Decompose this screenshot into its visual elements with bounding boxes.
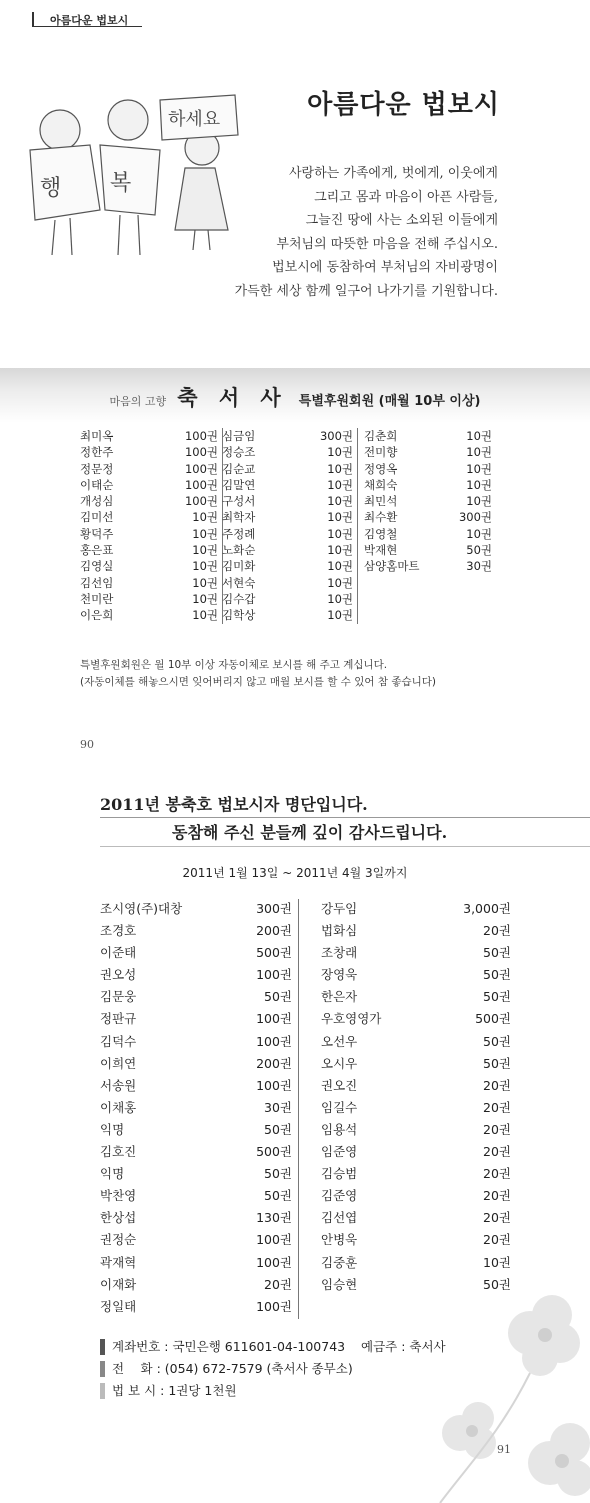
donor-name: 임승현 xyxy=(321,1276,358,1292)
donor-amount: 10권 xyxy=(466,477,492,492)
donor-amount: 500권 xyxy=(256,1144,292,1160)
donor-amount: 50권 xyxy=(483,1055,511,1071)
donor-name: 최민석 xyxy=(364,494,398,509)
donor-row xyxy=(321,1164,511,1186)
members-column-3 xyxy=(364,428,492,575)
donor-amount: 50권 xyxy=(264,989,292,1005)
donor-row xyxy=(222,607,353,623)
donor-amount: 10권 xyxy=(327,477,353,492)
donor-row xyxy=(321,1054,511,1076)
phone-label: 전 화 : xyxy=(112,1361,165,1376)
donor-amount: 50권 xyxy=(483,1276,511,1292)
donor-name: 김순교 xyxy=(222,461,256,476)
donor-row xyxy=(321,1275,511,1297)
intro-line: 가득한 세상 함께 일구어 나가기를 기원합니다. xyxy=(234,283,498,299)
donor-amount: 200권 xyxy=(256,1055,292,1071)
donor-name: 정판규 xyxy=(100,1011,137,1027)
donor-amount: 100권 xyxy=(184,494,218,509)
donor-amount: 130권 xyxy=(256,1210,292,1226)
donor-amount: 300권 xyxy=(319,429,353,443)
members-note xyxy=(80,657,436,691)
holder-value: 축서사 xyxy=(409,1339,446,1354)
donor-row xyxy=(100,1120,292,1142)
header-bar xyxy=(32,12,34,27)
donor-name: 채희숙 xyxy=(364,477,398,492)
donor-name: 김춘희 xyxy=(364,429,398,443)
donor-name: 김영실 xyxy=(80,559,114,574)
donor-amount: 10권 xyxy=(327,461,353,476)
donor-row xyxy=(222,591,353,607)
donor-row xyxy=(80,477,218,493)
sign-text-3: 하세요 xyxy=(168,109,221,130)
donor-amount: 10권 xyxy=(192,543,218,558)
donor-name: 안병욱 xyxy=(321,1232,358,1248)
donor-row xyxy=(80,607,218,623)
page-title: 아름다운 법보시 xyxy=(307,90,500,120)
donor-name: 한은자 xyxy=(321,989,358,1005)
donor-name: 김승범 xyxy=(321,1166,358,1182)
donor-row xyxy=(222,461,353,477)
donor-name: 박재현 xyxy=(364,543,398,558)
donor-name: 김말연 xyxy=(222,477,256,492)
donor-row xyxy=(80,542,218,558)
intro-line: 그늘진 땅에 사는 소외된 이들에게 xyxy=(305,213,498,228)
donor-amount: 10권 xyxy=(192,526,218,541)
donor-amount: 20권 xyxy=(483,1099,511,1115)
price-line xyxy=(100,1380,446,1402)
donor-name: 김준영 xyxy=(321,1188,358,1204)
donor-row xyxy=(100,899,292,921)
donor-amount: 100권 xyxy=(256,1011,292,1027)
donor-name: 개성심 xyxy=(80,494,114,509)
donor-amount: 50권 xyxy=(264,1166,292,1182)
donor-row xyxy=(80,509,218,525)
donor-row xyxy=(321,965,511,987)
donor-name: 정영옥 xyxy=(364,461,398,476)
donor-amount: 10권 xyxy=(192,559,218,574)
donor-amount: 50권 xyxy=(264,1188,292,1204)
donor-row xyxy=(222,428,353,444)
donor-amount: 100권 xyxy=(256,1232,292,1248)
header-title: 아름다운 법보시 xyxy=(50,14,129,27)
donor-name: 구성서 xyxy=(222,494,256,509)
members-column-2 xyxy=(222,428,358,624)
donor-amount: 500권 xyxy=(475,1011,511,1027)
donation-period: 2011년 1월 13일 ~ 2011년 4월 3일까지 xyxy=(182,866,408,880)
donor-name: 조시영(주)대창 xyxy=(100,901,183,916)
donor-name: 김미선 xyxy=(80,510,114,525)
donor-row xyxy=(100,1098,292,1120)
donor-amount: 10권 xyxy=(327,559,353,574)
donor-row xyxy=(100,1253,292,1275)
donation-info xyxy=(100,1336,446,1402)
donor-amount: 10권 xyxy=(327,494,353,509)
children-illustration xyxy=(10,90,250,260)
intro-line: 사랑하는 가족에게, 벗에게, 이웃에게 xyxy=(288,166,498,181)
donor-row xyxy=(321,1032,511,1054)
donor-amount: 30권 xyxy=(264,1099,292,1115)
donor-amount: 50권 xyxy=(483,967,511,983)
donor-name: 김미화 xyxy=(222,559,256,574)
donor-row xyxy=(100,1275,292,1297)
donor-amount: 100권 xyxy=(184,445,218,460)
donor-amount: 50권 xyxy=(483,945,511,961)
donor-amount: 10권 xyxy=(466,429,492,443)
donor-row xyxy=(364,542,492,558)
donor-row xyxy=(321,1009,511,1031)
donor-row xyxy=(321,1098,511,1120)
donor-row xyxy=(80,428,218,444)
page-91 xyxy=(0,760,590,1503)
donor-name: 법화심 xyxy=(321,923,358,939)
donor-amount: 300권 xyxy=(458,510,492,525)
donor-row xyxy=(100,921,292,943)
donor-name: 최미옥 xyxy=(80,429,114,443)
donor-name: 임준영 xyxy=(321,1144,358,1160)
members-column-1 xyxy=(80,428,223,624)
donor-name: 오선우 xyxy=(321,1033,358,1049)
donor-row xyxy=(222,509,353,525)
donor-row xyxy=(364,558,492,574)
donors-left-column xyxy=(100,899,299,1319)
donor-name: 심금임 xyxy=(222,429,256,443)
donor-name: 서현숙 xyxy=(222,575,256,590)
donor-list-title: 2011년 봉축호 법보시자 명단입니다. xyxy=(100,795,368,814)
donor-amount: 20권 xyxy=(264,1276,292,1292)
divider xyxy=(100,817,590,818)
donor-row xyxy=(80,575,218,591)
account-line xyxy=(100,1336,446,1358)
donor-row xyxy=(364,444,492,460)
donor-row xyxy=(80,493,218,509)
donor-amount: 10권 xyxy=(466,445,492,460)
sign-text-1: 행 xyxy=(40,176,62,201)
donor-amount: 3,000권 xyxy=(463,901,511,916)
donor-row xyxy=(364,493,492,509)
donor-name: 김호진 xyxy=(100,1144,137,1160)
donor-name: 장영욱 xyxy=(321,967,358,983)
page-number: 90 xyxy=(80,738,94,751)
donor-name: 삼양홈마트 xyxy=(364,559,420,574)
donor-name: 서송원 xyxy=(100,1077,137,1093)
donor-amount: 10권 xyxy=(192,575,218,590)
donor-row xyxy=(100,1032,292,1054)
donor-amount: 10권 xyxy=(192,591,218,606)
donor-name: 강두임 xyxy=(321,901,358,916)
donor-amount: 200권 xyxy=(256,923,292,939)
donor-list-subtitle: 동참해 주신 분들께 깊이 감사드립니다. xyxy=(172,823,448,842)
donor-amount: 20권 xyxy=(483,1188,511,1204)
donor-row xyxy=(222,558,353,574)
donor-amount: 100권 xyxy=(256,1077,292,1093)
donor-name: 주정례 xyxy=(222,526,256,541)
donor-name: 김중훈 xyxy=(321,1254,358,1270)
donor-amount: 10권 xyxy=(327,526,353,541)
page-number: 91 xyxy=(497,1443,511,1456)
donor-row xyxy=(321,1186,511,1208)
donor-name: 곽재혁 xyxy=(100,1254,137,1270)
donor-name: 최학자 xyxy=(222,510,256,525)
donor-amount: 10권 xyxy=(327,575,353,590)
donor-name: 전미향 xyxy=(364,445,398,460)
donor-amount: 10권 xyxy=(466,494,492,509)
donor-name: 김덕수 xyxy=(100,1033,137,1049)
donor-row xyxy=(100,1142,292,1164)
donor-row xyxy=(100,1230,292,1252)
donor-name: 최수환 xyxy=(364,510,398,525)
donor-row xyxy=(222,477,353,493)
intro-line: 부처님의 따뜻한 마음을 전해 주십시오. xyxy=(276,236,498,252)
note-line: (자동이체를 해놓으시면 잊어버리지 않고 매월 보시를 할 수 있어 참 좋습니다) xyxy=(80,676,437,688)
donor-name: 우호영영가 xyxy=(321,1011,382,1027)
donor-amount: 20권 xyxy=(483,1144,511,1160)
donor-row xyxy=(222,542,353,558)
donor-amount: 20권 xyxy=(483,1166,511,1182)
donor-name: 홍은표 xyxy=(80,543,114,558)
donor-row xyxy=(80,591,218,607)
banner-temple-name: 축 서 사 xyxy=(177,386,288,410)
donor-amount: 10권 xyxy=(327,608,353,623)
donor-name: 조창래 xyxy=(321,945,358,961)
account-value: 국민은행 611601-04-100743 xyxy=(172,1339,346,1354)
donor-row xyxy=(100,943,292,965)
intro-line: 법보시에 동참하여 부처님의 자비광명이 xyxy=(272,260,498,275)
donor-row xyxy=(321,1076,511,1098)
donor-name: 이채홍 xyxy=(100,1099,137,1115)
donor-name: 조경호 xyxy=(100,923,137,939)
donor-row xyxy=(80,461,218,477)
donor-name: 박찬영 xyxy=(100,1188,137,1204)
donor-row xyxy=(222,493,353,509)
donor-amount: 100권 xyxy=(184,477,218,492)
donor-row xyxy=(222,444,353,460)
donor-amount: 30권 xyxy=(466,559,492,574)
donor-row xyxy=(100,1054,292,1076)
intro-paragraph xyxy=(235,162,498,303)
donor-row xyxy=(100,1186,292,1208)
running-header xyxy=(32,8,142,27)
donor-amount: 20권 xyxy=(483,1232,511,1248)
donor-amount: 20권 xyxy=(483,923,511,939)
donor-name: 이태순 xyxy=(80,477,114,492)
donor-name: 이은희 xyxy=(80,608,114,623)
donor-name: 정일태 xyxy=(100,1298,137,1314)
donor-row xyxy=(321,943,511,965)
donor-row xyxy=(100,987,292,1009)
donor-name: 김학상 xyxy=(222,608,256,623)
donor-row xyxy=(321,987,511,1009)
donor-amount: 10권 xyxy=(192,510,218,525)
phone-value: (054) 672-7579 (축서사 종무소) xyxy=(164,1361,353,1376)
donor-row xyxy=(222,526,353,542)
donor-amount: 10권 xyxy=(327,591,353,606)
donor-row xyxy=(100,965,292,987)
donor-row xyxy=(321,1253,511,1275)
donor-name: 이준태 xyxy=(100,945,137,961)
donor-amount: 20권 xyxy=(483,1077,511,1093)
donor-name: 익명 xyxy=(100,1166,125,1182)
holder-label: 예금주 : xyxy=(361,1339,410,1354)
donor-row xyxy=(321,1208,511,1230)
donor-name: 김선임 xyxy=(80,575,114,590)
donor-amount: 100권 xyxy=(256,1298,292,1314)
donor-amount: 10권 xyxy=(483,1254,511,1270)
donor-name: 이희연 xyxy=(100,1055,137,1071)
donor-row xyxy=(100,1009,292,1031)
donor-row xyxy=(100,1164,292,1186)
donor-name: 권정순 xyxy=(100,1232,137,1248)
divider xyxy=(100,846,590,847)
note-line: 특별후원회원은 월 10부 이상 자동이체로 보시를 해 주고 계십니다. xyxy=(80,659,388,671)
donor-row xyxy=(80,558,218,574)
donor-name: 정한주 xyxy=(80,445,114,460)
donor-amount: 10권 xyxy=(466,526,492,541)
donor-row xyxy=(321,1230,511,1252)
donor-row xyxy=(364,526,492,542)
price-label: 법 보 시 : xyxy=(112,1383,169,1398)
donor-row xyxy=(364,461,492,477)
donor-row xyxy=(321,1120,511,1142)
donor-amount: 50권 xyxy=(483,989,511,1005)
donor-row xyxy=(364,477,492,493)
donor-name: 정문정 xyxy=(80,461,114,476)
donor-amount: 100권 xyxy=(256,1254,292,1270)
donor-amount: 10권 xyxy=(327,445,353,460)
donor-amount: 20권 xyxy=(483,1121,511,1137)
banner-prefix: 마음의 고향 xyxy=(109,395,167,408)
donor-row xyxy=(364,509,492,525)
donor-amount: 100권 xyxy=(256,967,292,983)
donor-name: 임용석 xyxy=(321,1121,358,1137)
donor-amount: 100권 xyxy=(184,429,218,443)
donor-name: 황덕주 xyxy=(80,526,114,541)
donor-amount: 10권 xyxy=(327,543,353,558)
intro-line: 그리고 몸과 마음이 아픈 사람들, xyxy=(314,189,498,205)
donor-row xyxy=(222,575,353,591)
donor-amount: 100권 xyxy=(184,461,218,476)
donor-name: 정승조 xyxy=(222,445,256,460)
donor-name: 노화순 xyxy=(222,543,256,558)
donor-amount: 10권 xyxy=(192,608,218,623)
supporters-banner xyxy=(0,368,590,423)
donor-amount: 50권 xyxy=(483,1033,511,1049)
banner-suffix: 특별후원회원 (매월 10부 이상) xyxy=(298,394,481,409)
donor-row xyxy=(80,526,218,542)
donor-amount: 50권 xyxy=(466,543,492,558)
donor-amount: 10권 xyxy=(466,461,492,476)
donor-row xyxy=(321,899,511,921)
donor-name: 오시우 xyxy=(321,1055,358,1071)
price-value: 1권당 1천원 xyxy=(168,1383,237,1398)
account-label: 계좌번호 : xyxy=(112,1339,173,1354)
donor-name: 임길수 xyxy=(321,1099,358,1115)
donor-row xyxy=(100,1297,292,1319)
donor-name: 김선엽 xyxy=(321,1210,358,1226)
donor-name: 이재화 xyxy=(100,1276,137,1292)
donor-amount: 500권 xyxy=(256,945,292,961)
donor-row xyxy=(100,1076,292,1098)
donor-amount: 300권 xyxy=(256,901,292,916)
sign-text-2: 복 xyxy=(110,171,132,196)
donor-row xyxy=(321,1142,511,1164)
donor-row xyxy=(80,444,218,460)
donors-right-column xyxy=(321,899,511,1297)
donor-row xyxy=(364,428,492,444)
phone-line xyxy=(100,1358,446,1380)
donor-name: 한상섭 xyxy=(100,1210,137,1226)
donor-name: 익명 xyxy=(100,1121,125,1137)
donor-name: 권오진 xyxy=(321,1077,358,1093)
donor-amount: 20권 xyxy=(483,1210,511,1226)
donor-amount: 10권 xyxy=(327,510,353,525)
donor-row xyxy=(321,921,511,943)
donor-name: 김문웅 xyxy=(100,989,137,1005)
donor-name: 천미란 xyxy=(80,591,114,606)
donor-name: 권오성 xyxy=(100,967,137,983)
donor-name: 김영철 xyxy=(364,526,398,541)
donor-row xyxy=(100,1208,292,1230)
donor-name: 김수갑 xyxy=(222,591,256,606)
donor-amount: 50권 xyxy=(264,1121,292,1137)
donor-amount: 100권 xyxy=(256,1033,292,1049)
